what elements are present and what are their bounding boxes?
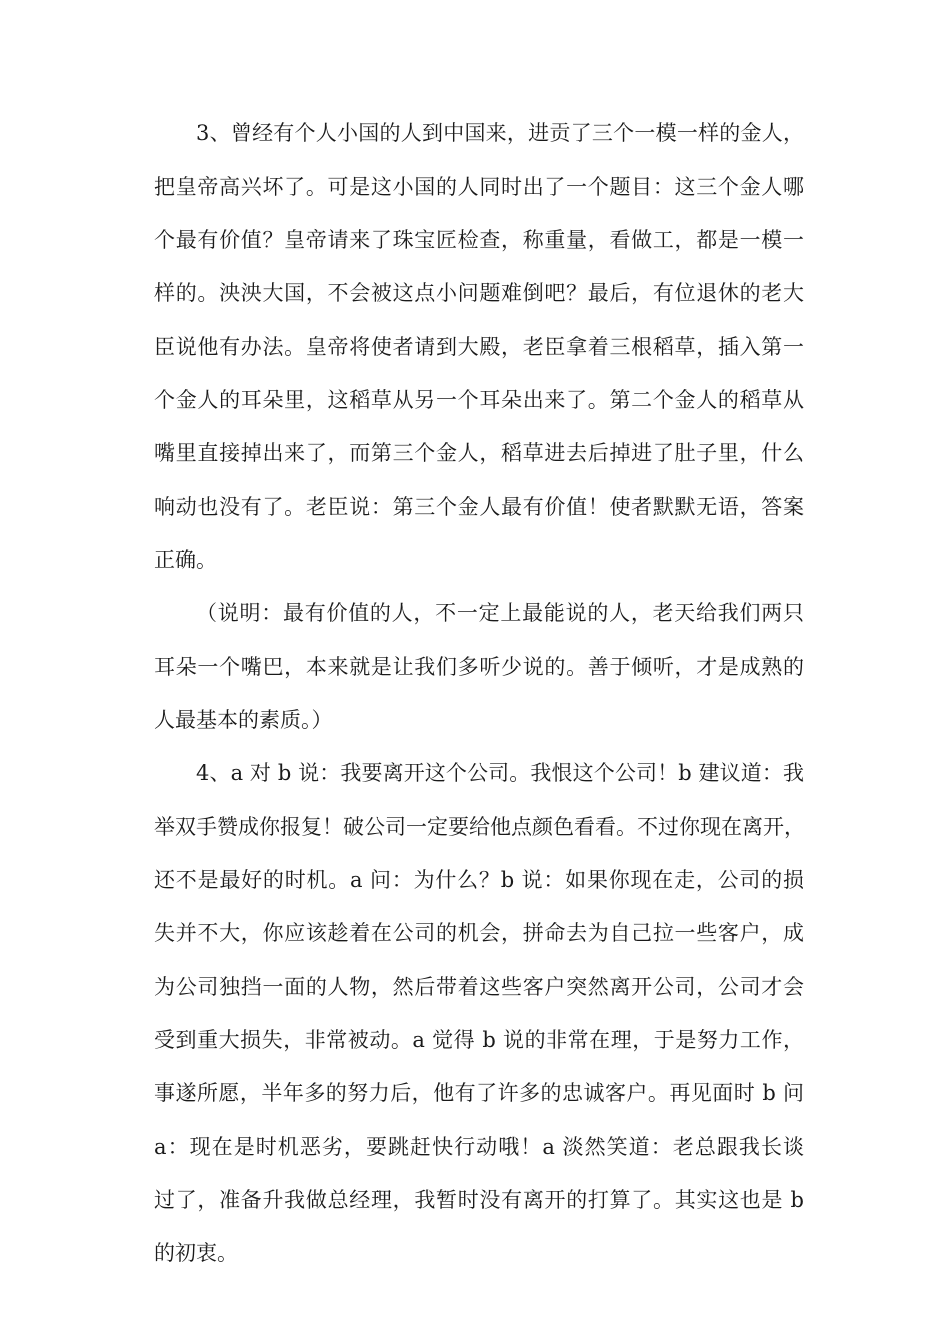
text-line: 嘴里直接掉出来了，而第三个金人，稻草进去后掉进了肚子里，什么 [154,441,804,465]
text-line: 的初衷。 [154,1241,238,1265]
text-line: （说明：最有价值的人，不一定上最能说的人，老天给我们两只 [196,601,804,625]
text-line: 举双手赞成你报复！破公司一定要给他点颜色看看。不过你现在离开， [154,815,805,839]
text-line: 响动也没有了。老臣说：第三个金人最有价值！使者默默无语，答案 [154,495,804,519]
text-line: 个最有价值？皇帝请来了珠宝匠检查，称重量，看做工，都是一模一 [154,228,804,252]
text-line: 还不是最好的时机。a 问：为什么？b 说：如果你现在走，公司的损 [154,868,804,892]
text-line: 正确。 [154,548,217,572]
text-line: 为公司独挡一面的人物，然后带着这些客户突然离开公司，公司才会 [154,975,804,999]
text-line: a：现在是时机恶劣，要跳赶快行动哦！a 淡然笑道：老总跟我长谈 [154,1135,804,1159]
text-line: 过了，准备升我做总经理，我暂时没有离开的打算了。其实这也是 b [154,1188,804,1212]
text-line: 人最基本的素质。） [154,708,333,732]
text-line: 耳朵一个嘴巴，本来就是让我们多听少说的。善于倾听，才是成熟的 [154,655,804,679]
text-line: 失并不大，你应该趁着在公司的机会，拼命去为自己拉一些客户，成 [154,921,804,945]
text-line: 样的。泱泱大国，不会被这点小问题难倒吧？最后，有位退休的老大 [154,281,804,305]
text-line: 臣说他有办法。皇帝将使者请到大殿，老臣拿着三根稻草，插入第一 [154,335,804,359]
text-line: 个金人的耳朵里，这稻草从另一个耳朵出来了。第二个金人的稻草从 [154,388,804,412]
text-line: 3、曾经有个人小国的人到中国来，进贡了三个一模一样的金人， [196,121,804,145]
text-line: 把皇帝高兴坏了。可是这小国的人同时出了一个题目：这三个金人哪 [154,175,804,199]
text-line: 事遂所愿，半年多的努力后，他有了许多的忠诚客户。再见面时 b 问 [154,1081,804,1105]
text-line: 受到重大损失，非常被动。a 觉得 b 说的非常在理，于是努力工作， [154,1028,804,1052]
text-line: 4、a 对 b 说：我要离开这个公司。我恨这个公司！b 建议道：我 [196,761,804,785]
